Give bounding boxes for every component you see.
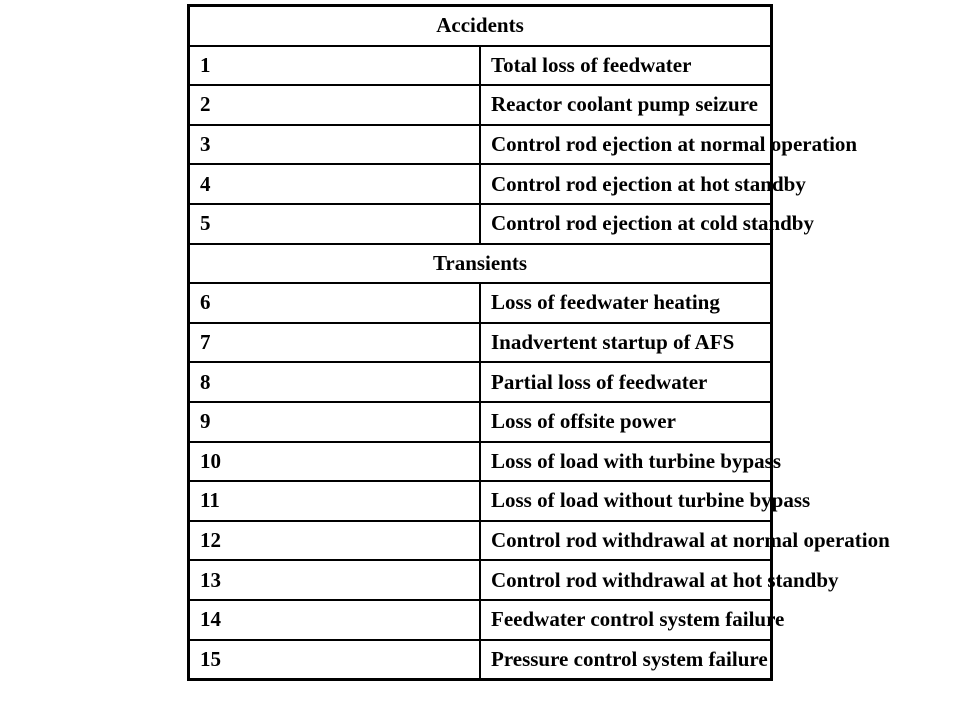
row-number: 10 xyxy=(189,442,481,482)
row-description: Pressure control system failure xyxy=(480,640,772,680)
row-number: 1 xyxy=(189,46,481,86)
table-row xyxy=(189,283,772,323)
row-description: Control rod withdrawal at hot standby xyxy=(480,560,772,600)
section-title-transients: Transients xyxy=(189,244,772,284)
row-description: Control rod ejection at hot standby xyxy=(480,164,772,204)
row-description: Total loss of feedwater xyxy=(480,46,772,86)
table-row xyxy=(189,640,772,680)
row-description: Loss of feedwater heating xyxy=(480,283,772,323)
row-description: Inadvertent startup of AFS xyxy=(480,323,772,363)
row-description: Feedwater control system failure xyxy=(480,600,772,640)
row-number: 6 xyxy=(189,283,481,323)
events-table xyxy=(187,4,890,681)
row-description: Control rod ejection at normal operation xyxy=(480,125,772,165)
row-number: 7 xyxy=(189,323,481,363)
table-row xyxy=(189,323,772,363)
row-number: 4 xyxy=(189,164,481,204)
row-number: 12 xyxy=(189,521,481,561)
row-number: 13 xyxy=(189,560,481,600)
table-row xyxy=(189,521,772,561)
table-row xyxy=(189,164,772,204)
table-row xyxy=(189,481,772,521)
section-title-accidents: Accidents xyxy=(189,6,772,46)
row-description: Partial loss of feedwater xyxy=(480,362,772,402)
table-row xyxy=(189,46,772,86)
section-header-row xyxy=(189,6,772,46)
row-number: 2 xyxy=(189,85,481,125)
table-row xyxy=(189,442,772,482)
row-description: Loss of load without turbine bypass xyxy=(480,481,772,521)
section-header-row xyxy=(189,244,772,284)
row-description: Loss of load with turbine bypass xyxy=(480,442,772,482)
row-number: 3 xyxy=(189,125,481,165)
row-number: 5 xyxy=(189,204,481,244)
table-row xyxy=(189,362,772,402)
table-row xyxy=(189,402,772,442)
row-number: 14 xyxy=(189,600,481,640)
row-description: Control rod ejection at cold standby xyxy=(480,204,772,244)
row-description: Reactor coolant pump seizure xyxy=(480,85,772,125)
row-description: Control rod withdrawal at normal operation xyxy=(480,521,772,561)
table-row xyxy=(189,560,772,600)
row-number: 9 xyxy=(189,402,481,442)
row-number: 11 xyxy=(189,481,481,521)
row-number: 8 xyxy=(189,362,481,402)
table-row xyxy=(189,600,772,640)
row-description: Loss of offsite power xyxy=(480,402,772,442)
table-row xyxy=(189,204,772,244)
row-number: 15 xyxy=(189,640,481,680)
table-row xyxy=(189,125,772,165)
table-row xyxy=(189,85,772,125)
